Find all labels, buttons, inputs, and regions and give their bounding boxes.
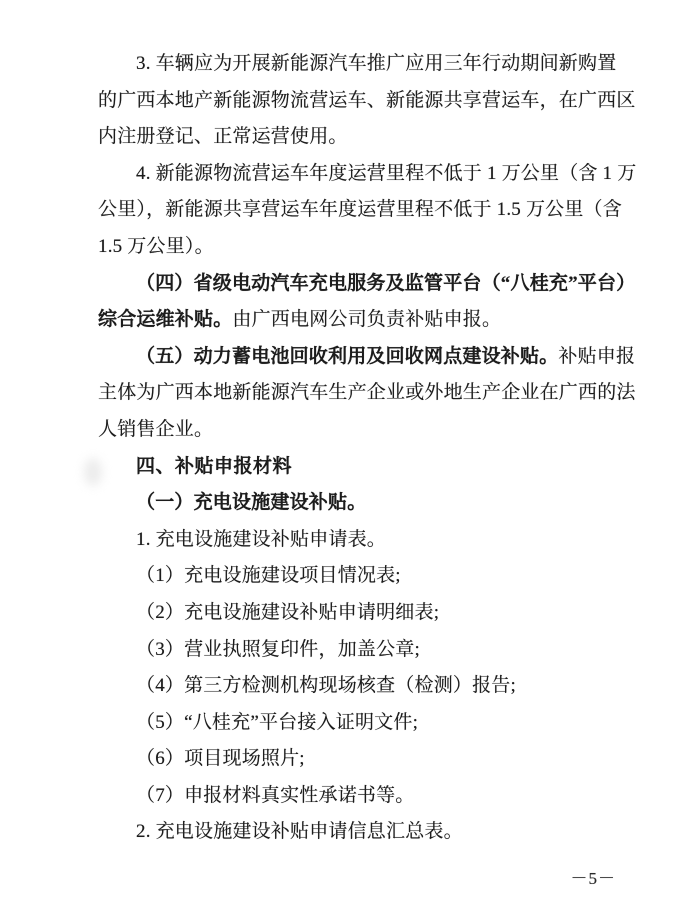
list-item-line — [98, 741, 638, 778]
section-heading-line — [98, 485, 638, 522]
text-run-bold: 综合运维补贴。 — [98, 309, 233, 331]
text-run-bold: 四、补贴申报材料 — [136, 455, 293, 477]
text-run: （6）项目现场照片; — [136, 748, 305, 770]
text-run: （1）充电设施建设项目情况表; — [136, 565, 401, 587]
text-run: （2）充电设施建设补贴申请明细表; — [136, 601, 440, 623]
section-heading-line — [98, 339, 638, 376]
list-item-line — [98, 705, 638, 742]
text-run: （5）“八桂充”平台接入证明文件; — [136, 711, 419, 733]
paragraph-line — [98, 192, 638, 229]
paragraph-line — [98, 156, 638, 193]
paragraph-line — [98, 46, 638, 83]
text-run-bold: （一）充电设施建设补贴。 — [136, 492, 367, 514]
section-heading-line — [98, 302, 638, 339]
paragraph-line — [98, 83, 638, 120]
text-run: （4）第三方检测机构现场核查（检测）报告; — [136, 675, 516, 697]
list-item-line — [98, 668, 638, 705]
document-body — [98, 46, 638, 851]
text-run: 公里），新能源共享营运车年度运营里程不低于 1.5 万公里（含 — [98, 199, 622, 221]
page-number: －5－ — [570, 869, 616, 888]
text-run: 补贴申报 — [558, 345, 636, 367]
text-run: 主体为广西本地新能源汽车生产企业或外地生产企业在广西的法 — [98, 382, 636, 404]
text-run: 4. 新能源物流营运车年度运营里程不低于 1 万公里（含 1 万 — [136, 162, 637, 184]
list-item-line — [98, 814, 638, 851]
text-run: 1. 充电设施建设补贴申请表。 — [136, 528, 387, 550]
list-item-line — [98, 778, 638, 815]
text-run: 1.5 万公里）。 — [98, 235, 214, 257]
list-item-line — [98, 595, 638, 632]
paragraph-line — [98, 119, 638, 156]
paragraph-line — [98, 375, 638, 412]
text-run: （7）申报材料真实性承诺书等。 — [136, 784, 415, 806]
chapter-heading-line — [98, 449, 638, 486]
text-run: 内注册登记、正常运营使用。 — [98, 126, 348, 148]
text-run-bold: （五）动力蓄电池回收利用及回收网点建设补贴。 — [136, 345, 559, 367]
paragraph-line — [98, 412, 638, 449]
text-run: 2. 充电设施建设补贴申请信息汇总表。 — [136, 821, 463, 843]
section-heading-line — [98, 266, 638, 303]
list-item-line — [98, 522, 638, 559]
text-run: 由广西电网公司负责补贴申报。 — [232, 309, 502, 331]
text-run: 的广西本地产新能源物流营运车、新能源共享营运车，在广西区 — [98, 89, 636, 111]
list-item-line — [98, 632, 638, 669]
text-run: （3）营业执照复印件，加盖公章; — [136, 638, 420, 660]
text-run: 3. 车辆应为开展新能源汽车推广应用三年行动期间新购置 — [136, 53, 617, 74]
text-run: 人销售企业。 — [98, 418, 214, 440]
list-item-line — [98, 558, 638, 595]
text-run-bold: （四）省级电动汽车充电服务及监管平台（“八桂充”平台） — [136, 272, 636, 294]
paragraph-line — [98, 229, 638, 266]
